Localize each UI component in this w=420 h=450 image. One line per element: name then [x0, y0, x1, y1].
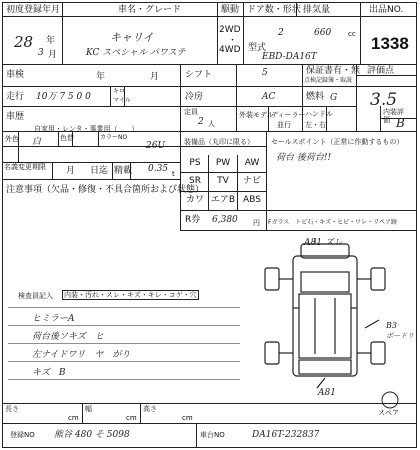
- reg-no-label: 登録NO: [10, 431, 35, 439]
- exterior-label: 外装モデル: [239, 111, 274, 119]
- drive-2wd: 2WD: [219, 25, 241, 35]
- inspector-label: 検査員記入: [18, 292, 53, 300]
- displacement-hw: 660: [314, 28, 332, 38]
- capacity-label: 定員: [184, 108, 198, 116]
- dealer-value: 並行: [277, 121, 291, 129]
- history-label: 車歴: [6, 112, 25, 122]
- car-name-hw: キャリイ: [110, 31, 154, 44]
- equipment-item: TV: [217, 176, 229, 186]
- name-change-label: 名義変更期限: [4, 163, 46, 171]
- reg-no-hw: 熊谷 480 そ 5098: [54, 430, 130, 440]
- side-note: B3: [386, 321, 397, 330]
- spare-label: スペア: [378, 409, 399, 417]
- deadline-month: 月: [66, 166, 76, 176]
- interior-score-label: 内装評価: [383, 108, 404, 124]
- inspection-label: 車検: [6, 70, 25, 80]
- rear-note: A81: [318, 388, 336, 398]
- sales-point-label: セールスポイント（正常に作動するもの）: [271, 138, 404, 146]
- warranty-options: 有・無: [333, 66, 361, 76]
- reg-month-hw: 3: [38, 48, 44, 58]
- warranty-sub: 点検記録簿・取説: [304, 77, 353, 84]
- equipment-item: AW: [244, 158, 260, 168]
- model-hw: EBD-DA16T: [262, 52, 317, 62]
- inspector-options: 内装・汚れ・スレ・キズ・キレ・コゲ・穴: [64, 291, 197, 299]
- length-cm: cm: [68, 414, 79, 422]
- inspector-line-1: ヒミラーA: [32, 314, 75, 324]
- chassis-hw: DA16T-232837: [252, 430, 320, 440]
- drive-dot: ・: [228, 36, 238, 46]
- side-note2: ボードリ: [386, 332, 414, 340]
- color-code-hw: 26U: [146, 141, 166, 151]
- ac-hw: AC: [262, 92, 276, 102]
- door-label: ドア数・形状: [247, 5, 301, 15]
- shift-label: シフト: [185, 70, 213, 80]
- equipment-item: PS: [189, 158, 201, 168]
- inspector-line-2: 荷台後ソキズ ヒ: [32, 332, 104, 342]
- yen: 円: [253, 219, 260, 227]
- height-label: 高さ: [143, 405, 157, 413]
- equipment-item: エアB: [210, 195, 236, 205]
- warranty-label: 保証書: [306, 66, 334, 76]
- year-unit: 年: [46, 36, 56, 46]
- ext-color-label: 外色: [5, 135, 19, 143]
- height-cm: cm: [182, 414, 193, 422]
- r-hw: 6,380: [212, 215, 238, 225]
- cc-unit: cc: [348, 30, 356, 38]
- drive-4wd: 4WD: [219, 45, 241, 55]
- capacity-unit: 人: [208, 120, 215, 128]
- deadline-day: 日迄: [90, 166, 109, 176]
- chassis-label: 車台NO: [200, 431, 225, 439]
- doors-hw: 2: [278, 28, 284, 38]
- grade-hw: KC スペシャル パワステ: [86, 48, 186, 58]
- car-diagram: [255, 238, 395, 398]
- history-options: 自家用・レンタ・事業用（ ）: [34, 125, 139, 133]
- color-change-label: 色替: [60, 134, 74, 142]
- score-hw: 3.5: [370, 90, 398, 110]
- equipment-item: ABS: [243, 195, 261, 205]
- mileage-label: 走行: [6, 92, 25, 102]
- model-label: 型式: [248, 43, 267, 53]
- load-unit: t: [172, 170, 175, 178]
- lot-number: 1338: [371, 34, 409, 53]
- width-label: 幅: [85, 405, 92, 413]
- displacement-label: 排気量: [303, 5, 331, 15]
- score-label: 評価点: [367, 66, 395, 76]
- precision-label: 精載: [114, 166, 133, 176]
- spare-tire-icon: [380, 390, 400, 410]
- equipment-item: SR: [189, 176, 201, 186]
- shift-hw: 5: [262, 68, 268, 78]
- interior-score-hw: B: [396, 116, 405, 130]
- inspection-month: 月: [150, 72, 160, 82]
- capacity-hw: 2: [198, 117, 204, 127]
- equipment-item: カワ: [185, 195, 204, 205]
- inspection-year: 年: [96, 72, 106, 82]
- mile-label: マイル: [113, 97, 131, 104]
- equipment-label: 装備品（丸印に限る）: [184, 138, 254, 146]
- handle-label: ハンドル: [305, 110, 333, 118]
- mileage-hw: 10万 7 5 0 0: [36, 92, 91, 102]
- inspector-line-4: キズ B: [32, 368, 66, 378]
- load-hw: 0.35: [148, 164, 169, 174]
- fuel-label: 燃料: [306, 92, 325, 102]
- month-unit: 月: [48, 50, 58, 60]
- name-grade-label: 車名・グレード: [118, 5, 182, 15]
- drive-label: 駆動: [221, 5, 240, 15]
- handle-value: 左・右: [305, 121, 326, 129]
- fuel-hw: G: [330, 93, 338, 103]
- width-cm: cm: [126, 414, 137, 422]
- lot-label: 出品NO.: [369, 5, 404, 15]
- km-label: キロ: [113, 88, 126, 95]
- ext-color-hw: 白: [32, 137, 42, 147]
- inspector-line-3: 左ナイドワリ ヤ がり: [32, 350, 131, 360]
- ac-label: 冷房: [185, 92, 204, 102]
- glass-label: Fガラス トビ石・キズ・ヒビ・ワレ・リペア跡: [268, 219, 398, 226]
- sales-point-hw: 荷台 後荷台!!: [276, 153, 332, 163]
- dealer-label: ディーラー: [271, 111, 306, 119]
- front-note: A81 ズレ: [304, 238, 343, 248]
- equipment-item: ナビ: [242, 176, 261, 186]
- color-code-label: カラーNO: [100, 134, 128, 141]
- equipment-item: PW: [215, 158, 231, 168]
- reg-year-hw: 28: [14, 33, 34, 51]
- r-label: R券: [185, 215, 201, 225]
- notes-label: 注意事項（欠品・修復・不具合箇所および状態）: [6, 185, 205, 195]
- length-label: 長さ: [5, 405, 19, 413]
- first-reg-label: 初度登録年月: [6, 5, 61, 15]
